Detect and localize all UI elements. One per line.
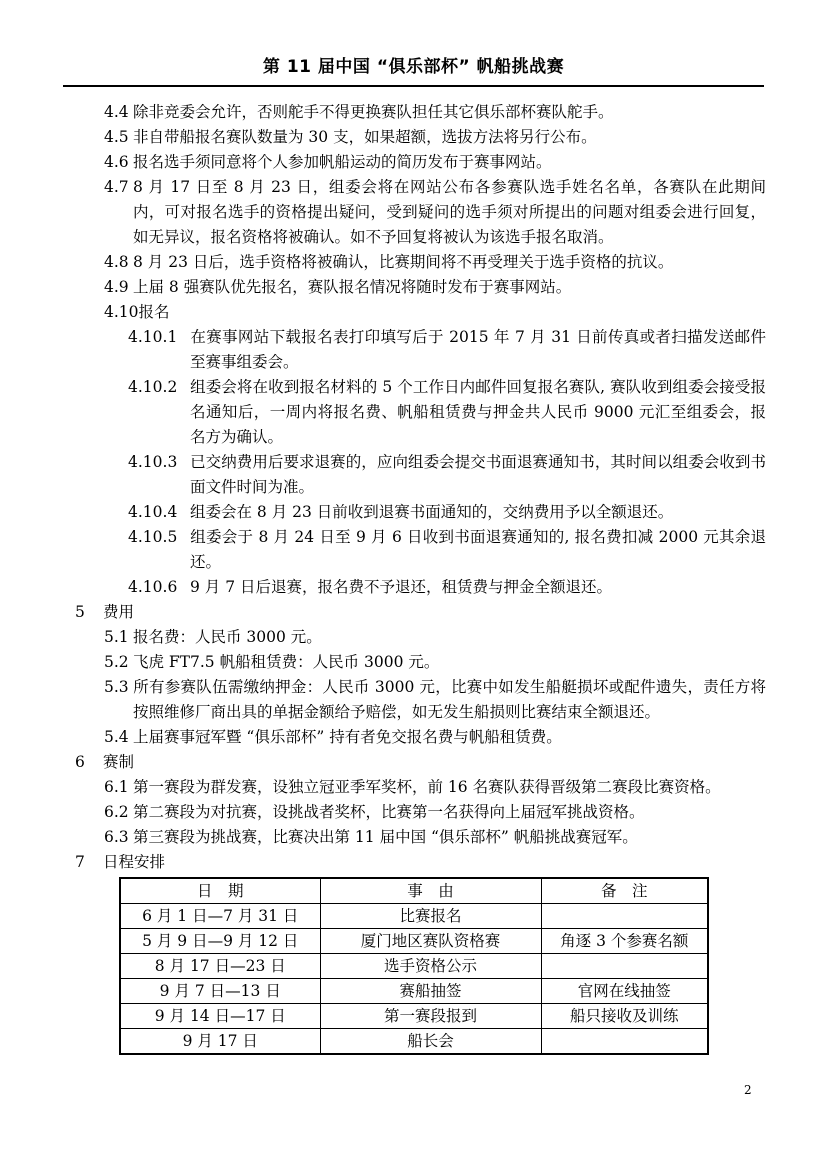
- item-5: [75, 600, 766, 625]
- item-number: 4.9: [104, 278, 129, 296]
- item-text: 所有参赛队伍需缴纳押金：人民币 3000 元，比赛中如发生船艇损坏或配件遗失，责任方将按照维修厂商出具的单据金额给予赔偿，如无发生船损则比赛结束全额退还。: [133, 678, 766, 721]
- item-number: 6.1: [104, 778, 129, 796]
- item-number: 6.2: [104, 803, 129, 821]
- schedule-cell-note: 船只接收及训练: [541, 1004, 708, 1029]
- schedule-cell-date: 5 月 9 日—9 月 12 日: [120, 929, 320, 954]
- item-number: 5: [75, 603, 85, 621]
- schedule-header-event: 事 由: [320, 878, 541, 904]
- item-6-1: [75, 775, 766, 800]
- item-number: 4.8: [104, 253, 129, 271]
- item-number: 4.10.3: [128, 453, 178, 471]
- item-4-6: [75, 150, 766, 175]
- item-text: 报名选手须同意将个人参加帆船运动的简历发布于赛事网站。: [133, 153, 552, 171]
- item-number: 6: [75, 753, 85, 771]
- item-text: 组委会将在收到报名材料的 5 个工作日内邮件回复报名赛队, 赛队收到组委会接受报名通知后，一周内将报名费、帆船租赁费与押金共人民币 9000 元汇至组委会，报名方为确认。: [190, 378, 766, 446]
- item-text: 第二赛段为对抗赛，设挑战者奖杯，比赛第一名获得向上届冠军挑战资格。: [133, 803, 645, 821]
- item-number: 5.2: [104, 653, 129, 671]
- schedule-row: [120, 979, 708, 1004]
- item-number: 4.10.5: [128, 528, 178, 546]
- schedule-cell-event: 厦门地区赛队资格赛: [320, 929, 541, 954]
- item-text: 8 月 23 日后，选手资格将被确认，比赛期间将不再受理关于选手资格的抗议。: [133, 253, 674, 271]
- item-7: [75, 850, 766, 875]
- item-4-10-2: [75, 375, 766, 450]
- schedule-header-date: 日 期: [120, 878, 320, 904]
- item-6: [75, 750, 766, 775]
- item-4-8: [75, 250, 766, 275]
- item-text: 赛制: [103, 753, 135, 771]
- item-text: 8 月 17 日至 8 月 23 日，组委会将在网站公布各参赛队选手姓名名单，各赛队在此期间内，可对报名选手的资格提出疑问，受到疑问的选手须对所提出的问题对组委会进行回复，如无异议，报名资格将被确认。如不予回复将被认为该选手报名取消。: [133, 178, 766, 246]
- header-rule: [63, 85, 764, 87]
- item-4-9: [75, 275, 766, 300]
- item-4-5: [75, 125, 766, 150]
- schedule-row: [120, 1004, 708, 1029]
- page-header-title: 第 11 届中国 “俱乐部杯” 帆船挑战赛: [262, 57, 565, 77]
- item-number: 5.1: [104, 628, 129, 646]
- item-4-10-4: [75, 500, 766, 525]
- item-text: 9 月 7 日后退赛，报名费不予退还，租赁费与押金全额退还。: [190, 578, 613, 596]
- schedule-row: [120, 929, 708, 954]
- schedule-cell-note: [541, 904, 708, 929]
- schedule-cell-note: [541, 954, 708, 979]
- item-4-10: [75, 300, 766, 325]
- item-number: 4.6: [104, 153, 129, 171]
- item-4-10-1: [75, 325, 766, 375]
- item-5-2: [75, 650, 766, 675]
- schedule-cell-date: 6 月 1 日—7 月 31 日: [120, 904, 320, 929]
- item-4-4: [75, 100, 766, 125]
- item-number: 4.10.6: [128, 578, 178, 596]
- item-number: 4.4: [104, 103, 129, 121]
- schedule-cell-date: 8 月 17 日—23 日: [120, 954, 320, 979]
- item-number: 4.10.1: [128, 328, 178, 346]
- item-text: 非自带船报名赛队数量为 30 支，如果超额，选拔方法将另行公布。: [133, 128, 597, 146]
- item-text: 报名: [138, 303, 170, 321]
- schedule-cell-event: 赛船抽签: [320, 979, 541, 1004]
- item-text: 上届 8 强赛队优先报名，赛队报名情况将随时发布于赛事网站。: [133, 278, 572, 296]
- item-number: 4.10.2: [128, 378, 178, 396]
- item-text: 上届赛事冠军暨 “俱乐部杯” 持有者免交报名费与帆船租赁费。: [133, 728, 562, 746]
- item-text: 组委会于 8 月 24 日至 9 月 6 日收到书面退赛通知的, 报名费扣减 2000 元其余退还。: [190, 528, 766, 571]
- item-text: 除非竞委会允许，否则舵手不得更换赛队担任其它俱乐部杯赛队舵手。: [133, 103, 614, 121]
- item-text: 飞虎 FT7.5 帆船租赁费：人民币 3000 元。: [133, 653, 440, 671]
- item-5-3: [75, 675, 766, 725]
- schedule-row: [120, 1029, 708, 1055]
- item-number: 4.7: [104, 178, 129, 196]
- item-text: 第一赛段为群发赛，设独立冠亚季军奖杯，前 16 名赛队获得晋级第二赛段比赛资格。: [133, 778, 721, 796]
- schedule-cell-note: 角逐 3 个参赛名额: [541, 929, 708, 954]
- item-number: 7: [75, 853, 85, 871]
- item-4-10-5: [75, 525, 766, 575]
- item-text: 费用: [103, 603, 135, 621]
- item-number: 4.10: [104, 303, 139, 321]
- item-4-10-6: [75, 575, 766, 600]
- document-body: [75, 100, 766, 1055]
- schedule-table: [119, 877, 709, 1055]
- schedule-cell-event: 比赛报名: [320, 904, 541, 929]
- item-5-1: [75, 625, 766, 650]
- item-4-7: [75, 175, 766, 250]
- item-number: 4.10.4: [128, 503, 178, 521]
- item-5-4: [75, 725, 766, 750]
- page-number: 2: [744, 1083, 752, 1097]
- schedule-row: [120, 904, 708, 929]
- schedule-cell-event: 船长会: [320, 1029, 541, 1055]
- schedule-row: [120, 954, 708, 979]
- item-number: 6.3: [104, 828, 129, 846]
- schedule-cell-event: 第一赛段报到: [320, 1004, 541, 1029]
- item-6-3: [75, 825, 766, 850]
- schedule-header-note: 备 注: [541, 878, 708, 904]
- item-number: 5.4: [104, 728, 129, 746]
- item-number: 4.5: [104, 128, 129, 146]
- item-6-2: [75, 800, 766, 825]
- schedule-cell-date: 9 月 7 日—13 日: [120, 979, 320, 1004]
- item-number: 5.3: [104, 678, 129, 696]
- schedule-cell-note: 官网在线抽签: [541, 979, 708, 1004]
- schedule-cell-date: 9 月 17 日: [120, 1029, 320, 1055]
- item-text: 报名费：人民币 3000 元。: [133, 628, 322, 646]
- item-text: 在赛事网站下载报名表打印填写后于 2015 年 7 月 31 日前传真或者扫描发送邮件至赛事组委会。: [190, 328, 766, 371]
- item-4-10-3: [75, 450, 766, 500]
- schedule-cell-date: 9 月 14 日—17 日: [120, 1004, 320, 1029]
- item-text: 已交纳费用后要求退赛的，应向组委会提交书面退赛通知书，其时间以组委会收到书面文件时间为准。: [190, 453, 766, 496]
- schedule-cell-note: [541, 1029, 708, 1055]
- item-text: 第三赛段为挑战赛，比赛决出第 11 届中国 “俱乐部杯” 帆船挑战赛冠军。: [133, 828, 638, 846]
- schedule-cell-event: 选手资格公示: [320, 954, 541, 979]
- item-text: 日程安排: [103, 853, 166, 871]
- item-text: 组委会在 8 月 23 日前收到退赛书面通知的，交纳费用予以全额退还。: [190, 503, 674, 521]
- schedule-header-row: [120, 878, 708, 904]
